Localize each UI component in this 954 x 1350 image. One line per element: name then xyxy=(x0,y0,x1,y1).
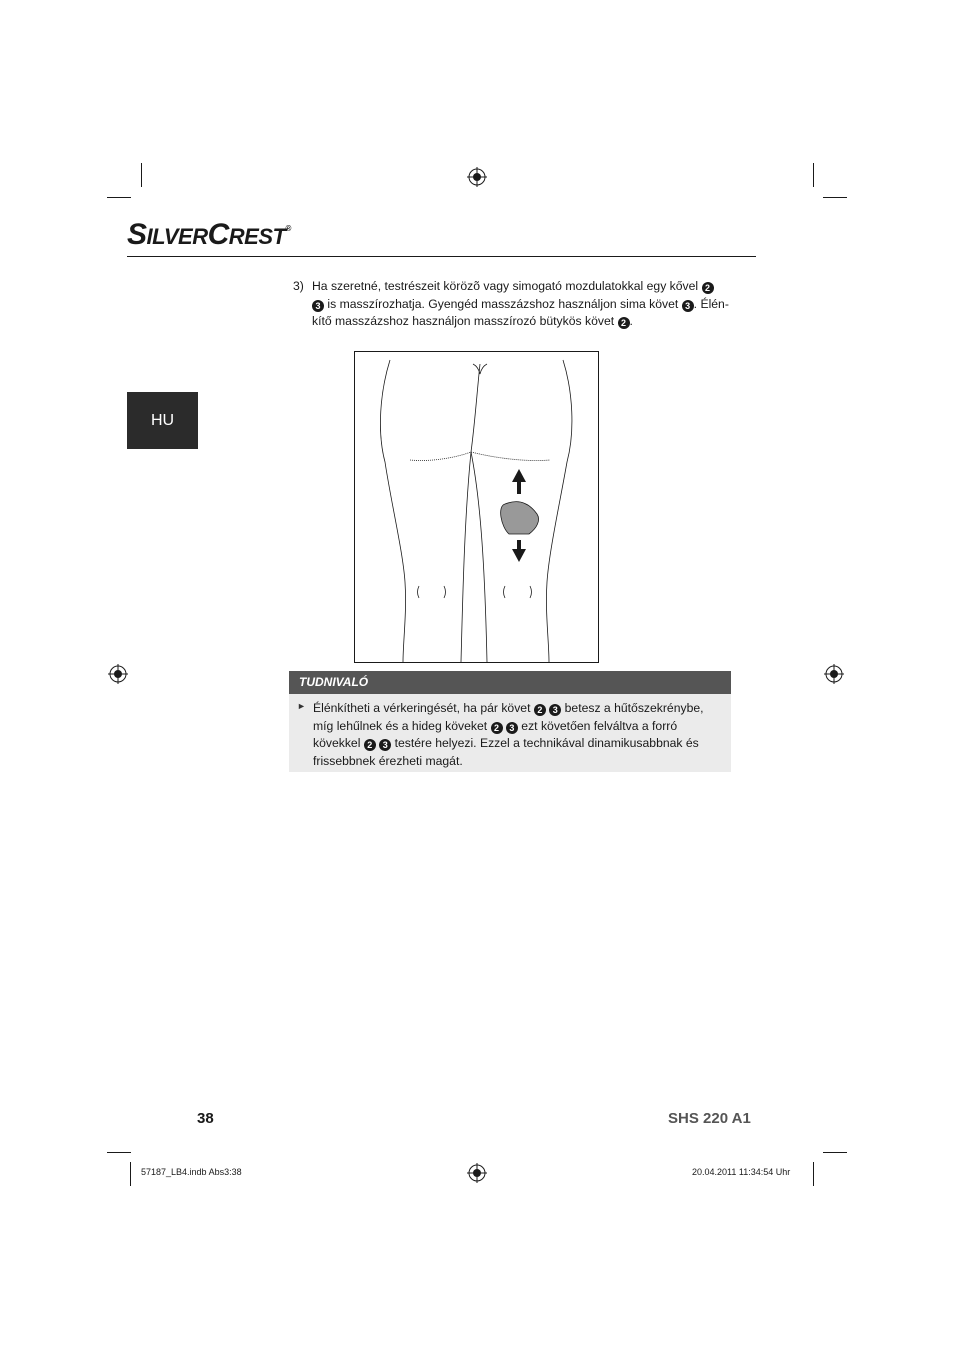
registration-mark-icon xyxy=(467,167,487,187)
stone-3-badge: 3 xyxy=(379,739,391,751)
brand-logo: SILVERCREST® xyxy=(127,218,291,251)
registration-mark-icon xyxy=(824,664,844,684)
note-heading: TUDNIVALÓ xyxy=(289,671,731,694)
crop-mark xyxy=(823,1152,847,1153)
stone-2-badge: 2 xyxy=(364,739,376,751)
crop-mark xyxy=(130,1162,131,1186)
model-number: SHS 220 A1 xyxy=(668,1110,751,1127)
page-number: 38 xyxy=(197,1110,214,1127)
slug-file: 57187_LB4.indb Abs3:38 xyxy=(141,1167,242,1177)
language-tab: HU xyxy=(127,392,198,449)
slug-timestamp: 20.04.2011 11:34:54 Uhr xyxy=(692,1167,791,1177)
stone-3-badge: 3 xyxy=(506,722,518,734)
stone-2-badge: 2 xyxy=(702,282,714,294)
stone-3-badge: 3 xyxy=(312,300,324,312)
massage-stone-icon xyxy=(501,502,539,534)
instruction-step xyxy=(293,278,738,331)
header-rule xyxy=(127,256,756,257)
legs-drawing xyxy=(355,352,598,662)
stone-2-badge: 2 xyxy=(491,722,503,734)
step-number: 3) xyxy=(293,279,304,293)
crop-mark xyxy=(813,1162,814,1186)
massage-illustration xyxy=(354,351,599,663)
stone-3-badge: 3 xyxy=(549,704,561,716)
arrow-down-icon xyxy=(512,540,526,562)
crop-mark xyxy=(107,1152,131,1153)
registration-mark-icon xyxy=(467,1163,487,1183)
crop-mark xyxy=(107,197,131,198)
arrow-up-icon xyxy=(512,469,526,494)
stone-3-badge: 3 xyxy=(682,300,694,312)
note-text: Élénkítheti a vérkeringését, ha pár követ 2 3 betesz a hűtőszekrénybe, míg lehűlnek és a hideg köveket 2 3 ezt követően felváltva a forró kövekkel 2 3 testére helyezi. Ezzel a technikával dinamikusabbnak és frissebbnek érezheti magát. xyxy=(313,701,704,768)
crop-mark xyxy=(813,163,814,187)
note-box xyxy=(289,671,731,772)
crop-mark xyxy=(141,163,142,187)
stone-2-badge: 2 xyxy=(618,317,630,329)
step-text: Ha szeretné, testrészeit körözõ vagy simogató mozdulatokkal egy kővel 2 3 is masszírozhatja. Gyengéd masszázshoz használjon sima követ 3 . Élén- kítő masszázshoz használjon masszírozó bütykös követ 2 . xyxy=(312,279,729,328)
stone-2-badge: 2 xyxy=(534,704,546,716)
crop-mark xyxy=(823,197,847,198)
bullet-arrow-icon: ► xyxy=(297,701,306,711)
registration-mark-icon xyxy=(108,664,128,684)
